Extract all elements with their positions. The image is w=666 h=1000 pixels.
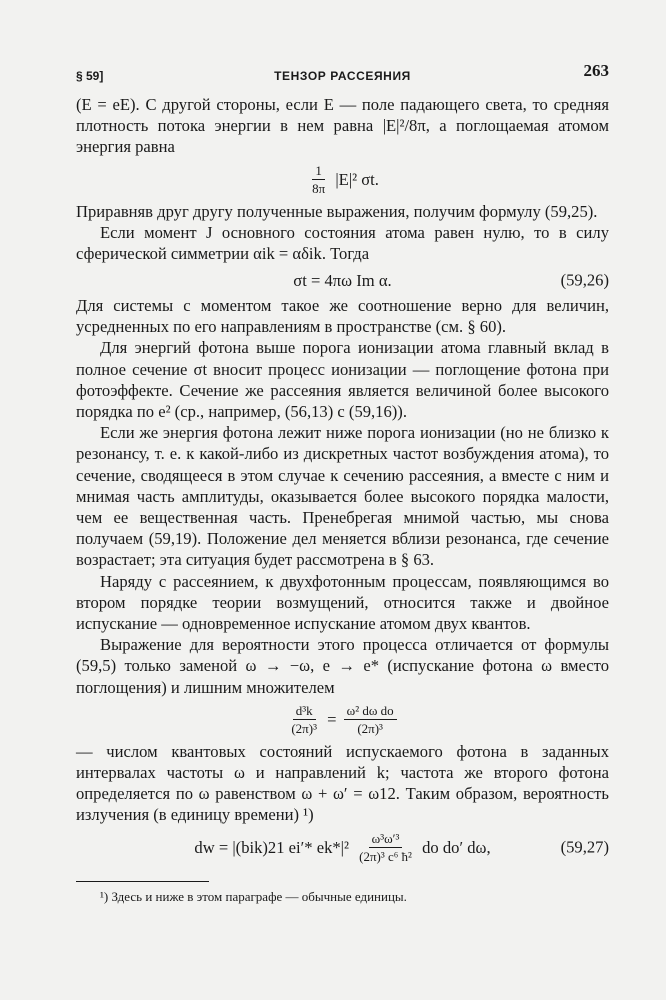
numerator: d³k xyxy=(293,702,316,720)
equation-number: (59,26) xyxy=(560,270,609,290)
equation-states-factor xyxy=(76,702,609,737)
section-reference: § 59] xyxy=(76,69,104,83)
equation-absorbed-energy xyxy=(76,162,609,197)
fraction xyxy=(309,162,328,197)
denominator: (2π)³ c⁶ ħ² xyxy=(359,848,412,864)
equation-lhs: dw = |(bik)21 ei′* ek*|² xyxy=(194,837,349,857)
paragraph-7: Наряду с рассеянием, к двухфотонным процессам, появляющимся во втором порядке теории возмущений, относится также и двойное испускание — одновременное испускание атомом двух квантов. xyxy=(76,571,609,634)
fraction xyxy=(356,830,415,865)
running-header xyxy=(76,60,609,84)
numerator: 1 xyxy=(312,162,325,180)
page-number: 263 xyxy=(583,61,609,80)
denominator: (2π)³ xyxy=(291,720,317,736)
equation-rest: do do′ dω, xyxy=(422,837,491,857)
fraction-left xyxy=(288,702,320,737)
paragraph-9: — числом квантовых состояний испускаемого фотона в заданных интервалах частоты ω и направлений k; частота же второго фотона определяется по ω равенством ω + ω′ = ω12. Таким образом, вероятность излучения (в единицу времени) ¹) xyxy=(76,741,609,825)
numerator: ω² dω do xyxy=(344,702,397,720)
paragraph-4: Для системы с моментом такое же соотношение верно для величин, усредненных по его направлениям в пространстве (см. § 60). xyxy=(76,296,609,337)
equation-59-27 xyxy=(76,830,609,865)
paragraph-1: (E = eE). С другой стороны, если E — поле падающего света, то средняя плотность потока энергии в нем равна |E|²/8π, а поглощаемая атомом энергия равна xyxy=(76,95,609,157)
footnote-divider xyxy=(76,881,209,882)
running-title: ТЕНЗОР РАССЕЯНИЯ xyxy=(274,69,411,83)
equals-sign: = xyxy=(327,709,337,729)
paragraph-6: Если же энергия фотона лежит ниже порога ионизации (но не близко к резонансу, т. е. к какой-либо из дискретных частот возбуждения атома), то сечение, сводящееся в этом случае к сечению рассеяния, а вместе с ним и мнимая часть амплитуды, оказывается более высокого порядка малости, чем ее вещественная часть. Пренебрегая мнимой частью, мы снова получаем (59,19). Положение дел меняется вблизи резонанса, где сечение возрастает; эта ситуация будет рассмотрена в § 63. xyxy=(76,423,609,570)
equation-59-26 xyxy=(76,268,609,291)
paragraph-2: Приравняв друг другу полученные выражения, получим формулу (59,25). xyxy=(76,201,598,221)
equation-body: σt = 4πω Im α. xyxy=(293,270,392,290)
denominator: 8π xyxy=(312,180,326,196)
paragraph-8: Выражение для вероятности этого процесса отличается от формулы (59,5) только заменой ω → −ω, e → e* (испускание фотона ω вместо поглощения) и лишним множителем xyxy=(76,635,609,697)
paragraph-3: Если момент J основного состояния атома равен нулю, то в силу сферической симметрии αik = αδik. Тогда xyxy=(76,222,609,264)
equation-number: (59,27) xyxy=(560,837,609,857)
page-body xyxy=(76,94,609,905)
fraction-right xyxy=(344,702,397,737)
equation-rest: |E|² σt. xyxy=(335,169,379,189)
paragraph-5: Для энергий фотона выше порога ионизации атома главный вклад в полное сечение σt вносит процесс ионизации — поглощение фотона при фотоэффекте. Сечение же рассеяния является величиной более высокого порядка по e² (ср., например, (56,13) с (59,16)). xyxy=(76,338,609,422)
footnote: ¹) Здесь и ниже в этом параграфе — обычные единицы. xyxy=(100,888,407,904)
numerator: ω³ω′³ xyxy=(369,830,403,848)
denominator: (2π)³ xyxy=(357,720,383,736)
page xyxy=(76,60,609,905)
